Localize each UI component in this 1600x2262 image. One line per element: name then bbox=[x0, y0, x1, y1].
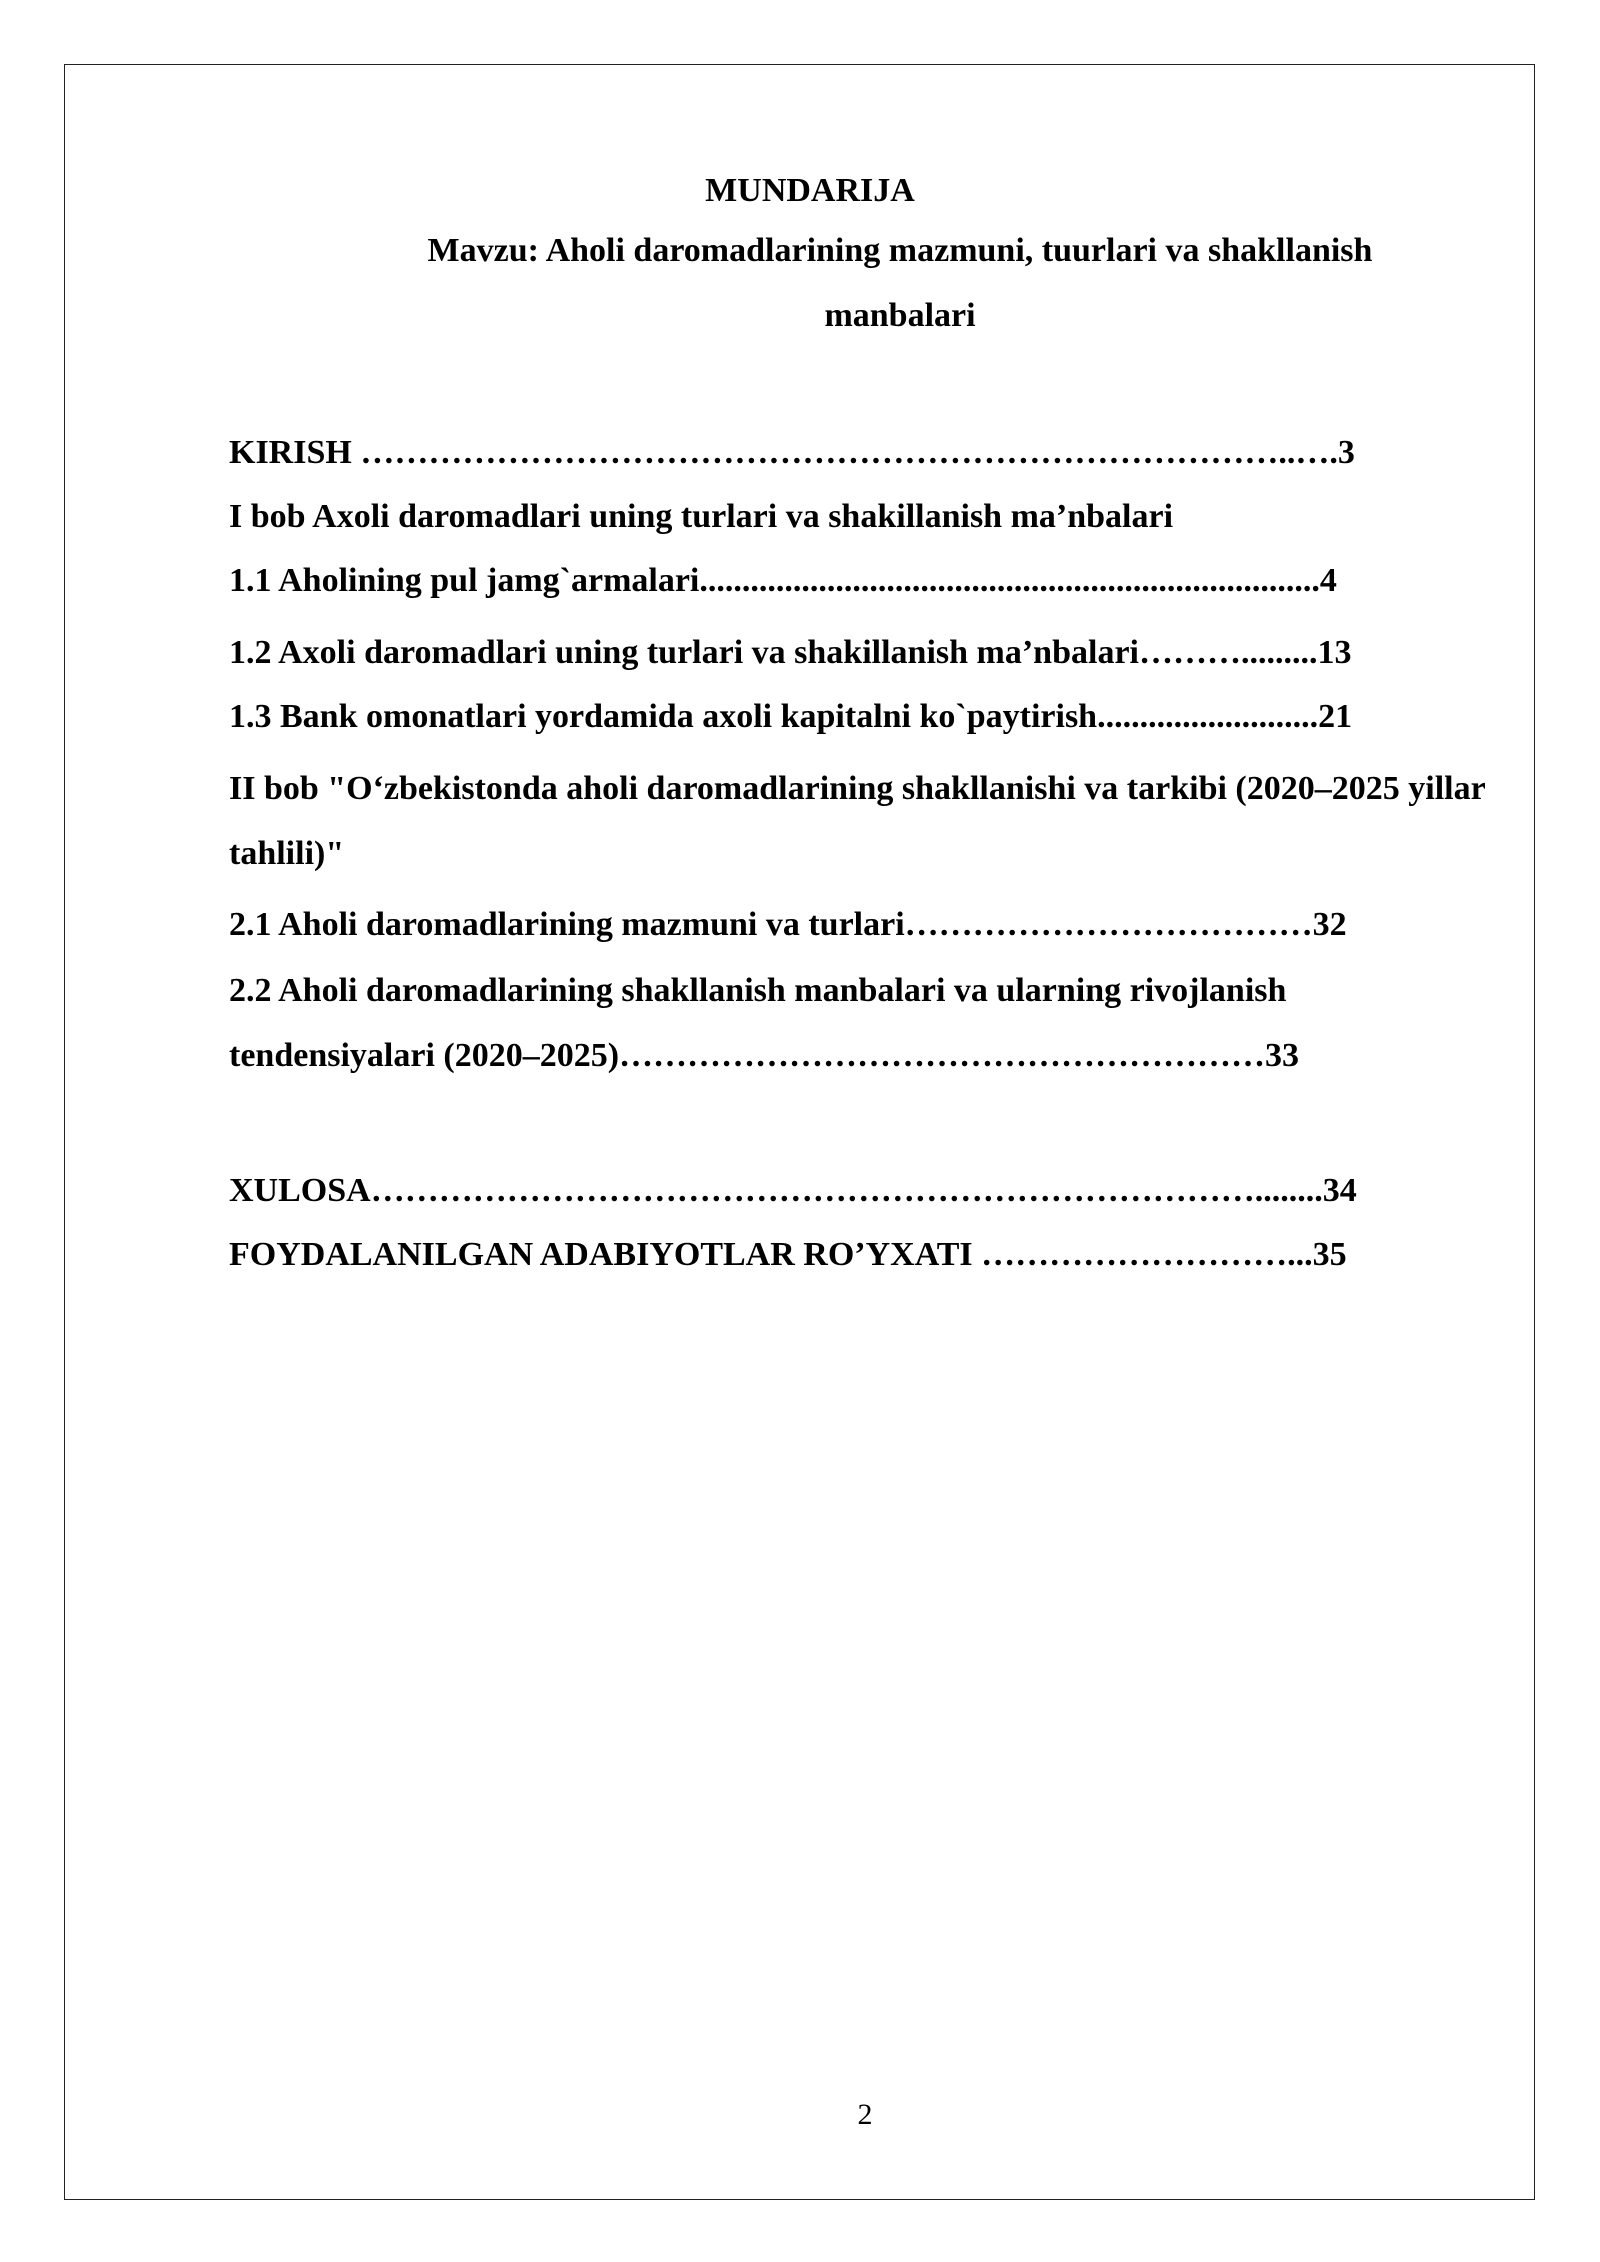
toc-entry-1-3: 1.3 Bank omonatlari yordamida axoli kapitalni ko`paytirish..........................21 bbox=[229, 698, 1353, 735]
toc-entry-kirish: KIRISH ………………………………………………………………………..….3 bbox=[229, 434, 1355, 471]
toc-entry-chapter-1: I bob Axoli daromadlari uning turlari va shakillanish ma’nbalari bbox=[229, 498, 1174, 535]
page-number: 2 bbox=[857, 2098, 873, 2131]
toc-entry-1-1: 1.1 Aholining pul jamg`armalari.........................................................................4 bbox=[229, 562, 1337, 599]
document-heading: MUNDARIJA bbox=[705, 172, 915, 209]
toc-entry-1-2: 1.2 Axoli daromadlari uning turlari va shakillanish ma’nbalari……….........13 bbox=[229, 634, 1352, 671]
document-subtitle bbox=[340, 218, 1460, 348]
subtitle-line-2: manbalari bbox=[824, 297, 976, 334]
page-border bbox=[64, 64, 1535, 2200]
toc-entry-2-1: 2.1 Aholi daromadlarining mazmuni va turlari………………………………32 bbox=[229, 906, 1347, 943]
toc-entry-chapter-2: II bob "O‘zbekistonda aholi daromadlarining shakllanishi va tarkibi (2020–2025 yillar tahlili)" bbox=[229, 770, 1486, 872]
subtitle-line-1: Mavzu: Aholi daromadlarining mazmuni, tuurlari va shakllanish bbox=[427, 232, 1373, 269]
toc-entry-references: FOYDALANILGAN ADABIYOTLAR RO’YXATI ………………………...35 bbox=[229, 1236, 1347, 1273]
toc-entry-xulosa: XULOSA……………………………………………………………………........34 bbox=[229, 1172, 1357, 1209]
toc-entry-2-2: 2.2 Aholi daromadlarining shakllanish manbalari va ularning rivojlanish tendensiyalari (2020–2025)…………………………………………………33 bbox=[229, 972, 1300, 1074]
